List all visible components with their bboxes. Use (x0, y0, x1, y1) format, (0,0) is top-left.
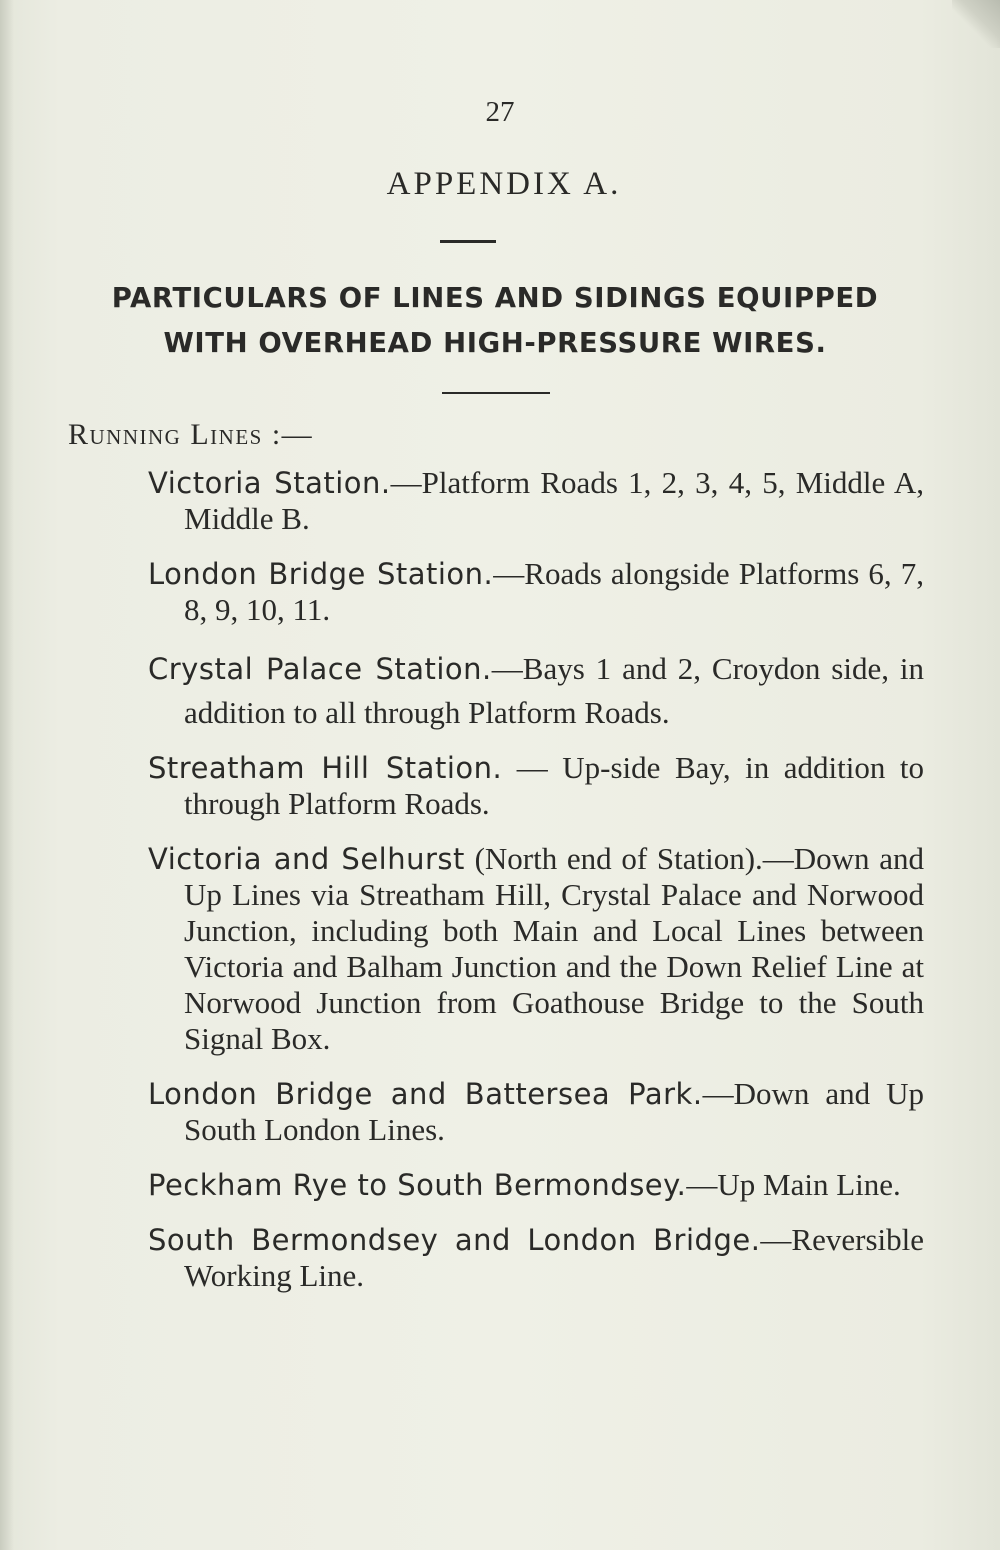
entry-name: Crystal Palace Station. (148, 652, 492, 686)
entry-text: —Down and Up South London Lines. (184, 1076, 924, 1147)
entry-name: Victoria Station. (148, 466, 391, 500)
entry-text: — Up-side Bay, in addition to through Platform Roads. (184, 750, 924, 821)
page-number: 27 (485, 96, 515, 128)
entry-london-bridge-station (148, 556, 924, 628)
heading-line-2: WITH OVERHEAD HIGH-PRESSURE WIRES. (163, 327, 827, 359)
page-edge-shadow (0, 0, 14, 1550)
entry-text: —Platform Roads 1, 2, 3, 4, 5, Middle A, Middle B. (184, 465, 924, 536)
title-rule (440, 240, 496, 243)
entries-list (148, 465, 924, 1294)
heading-rule (442, 392, 550, 394)
entry-text: —Up Main Line. (686, 1167, 901, 1202)
entry-text: —Reversible Working Line. (184, 1222, 924, 1293)
entry-name: Peckham Rye to South Bermondsey. (148, 1168, 687, 1202)
entry-name: Streatham Hill Station. (148, 751, 503, 785)
entry-name: London Bridge and Battersea Park. (148, 1077, 703, 1111)
entry-victoria-and-selhurst (148, 841, 924, 1057)
entry-crystal-palace-station (148, 647, 924, 735)
running-lines-label: Running Lines :— (68, 418, 314, 451)
entry-name: South Bermondsey and London Bridge. (148, 1223, 761, 1257)
entry-streatham-hill-station (148, 750, 924, 822)
heading-line-1: PARTICULARS OF LINES AND SIDINGS EQUIPPED (111, 282, 879, 314)
entry-south-bermondsey-and-london-bridge (148, 1222, 924, 1294)
entry-victoria-station (148, 465, 924, 537)
entry-text: —Roads alongside Platforms 6, 7, 8, 9, 10, 11. (184, 556, 925, 627)
appendix-title: APPENDIX A. (386, 166, 622, 202)
entry-text: —Bays 1 and 2, Croydon side, in addition to all through Platform Roads. (184, 651, 925, 730)
entry-name: London Bridge Station. (148, 557, 494, 591)
entry-peckham-rye-to-south-bermondsey (148, 1167, 924, 1203)
section-heading (50, 276, 940, 366)
entry-name: Victoria and Selhurst (148, 842, 465, 876)
page-corner-wear (952, 0, 1000, 48)
entry-london-bridge-and-battersea-park (148, 1076, 924, 1148)
entry-text: (North end of Station).—Down and Up Lines via Streatham Hill, Crystal Palace and Norwood Junction, including both Main and Local Lines between Victoria and Balham Junction and the Down Relief Line at Norwood Junction from Goathouse Bridge to the South Signal Box. (184, 841, 924, 1056)
